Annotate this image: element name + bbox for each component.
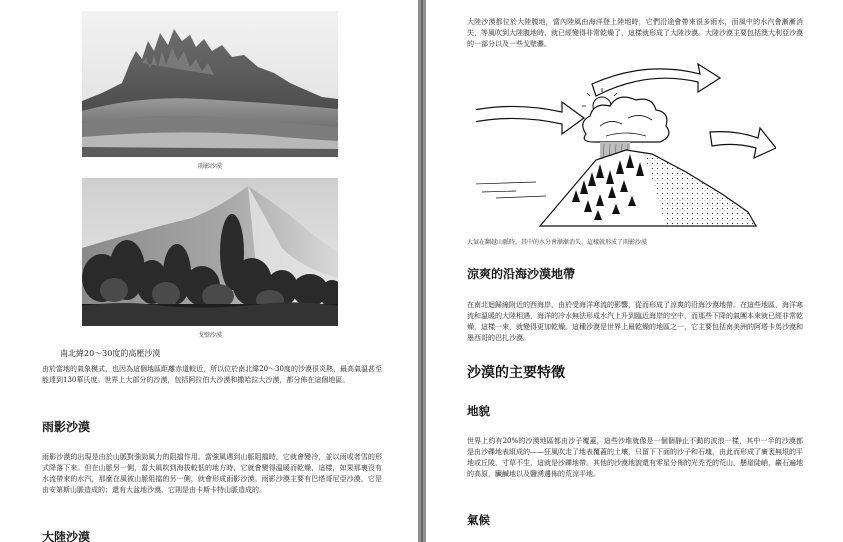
gobi-photo-caption: 戈壁沙漠 <box>197 332 222 339</box>
continental-desert-heading: 大陸沙漠 <box>42 530 91 542</box>
climate-heading: 氣候 <box>467 513 490 527</box>
coastal-desert-paragraph: 在南北迴歸線附近的西海岸，由於受海洋寒流的影響，從而形成了涼爽的沿海沙漠地帶。在這些地區，海洋寒流和溫暖的大陸相遇，海洋的冷水無法形成水汽上升到臨近海岸的空中，而那些下降的氣團本來就已經非常乾燥，這樣一來，就變得更加乾燥。這種沙漠是世界上最乾燥的地區之一，它主要包括南美洲的阿塔卡馬沙漠和墨西哥的巴扎沙漠。 <box>467 301 803 342</box>
book-gutter <box>418 0 426 542</box>
landform-heading: 地貌 <box>467 404 490 418</box>
coastal-desert-heading: 涼爽的沿海沙漠地帶 <box>467 267 576 281</box>
diagram-caption: 大氣在翻越山脈時，其中的水分會漸漸消失，這樣就形成了雨影沙漠 <box>467 239 648 246</box>
continental-desert-paragraph: 大陸沙漠都位於大陸腹地，當內陸風由海洋登上陸地時，它們沿途會帶來很多雨水，而風中的水汽會漸漸消失，等風吹到大陸腹地時，就已經變得非常乾燥了，這樣就形成了大陸沙漠。大陸沙漠主要包括澳大利亞沙漠的一部分以及一些戈壁灘。 <box>467 18 803 48</box>
landform-paragraph: 世界上約有20%的沙漠地區都由沙子覆蓋，這些沙堆就像是一個個靜止不動的波浪一樣，其中一半的沙漠都是由沙礫地表組成的——狂風吹走了地表覆蓋的土壤，只留下下面的沙子和石塊，由此而形成了廣袤無垠的平地或丘陵，寸草不生，這就是沙礫地帶。其他的沙漠地貌還有零星分佈的光禿禿的荒山，懸崖陡峭，巖石遍地的高原，臟鹹地以及鹽湧邊佈的荒涼平地。 <box>467 437 803 478</box>
rain-shadow-paragraph: 雨影沙漠的出現是由於山脈對強勁風力的阻擋作用。當強風遇到山脈阻擋時，它就會變冷，並以雨或者雪的形式降落下來。但在山脈另一側，當大風吹到海拔較低的地方時，它就會變得溫暖而乾燥，這樣，如果那裏沒有水流帶來的水汽，那麼在風被山脈阻擋的另一側，就會形成雨影沙漠。雨影沙漠主要有巴塔哥尼亞沙漠，它是由安第斯山脈造成的；還有大盆地沙漠，它則是由卡斯卡特山脈造成的。 <box>42 453 382 494</box>
left-page <box>0 0 418 542</box>
high-pressure-subheading: 南北緯20～30度的高壓沙漠 <box>60 349 161 358</box>
high-pressure-paragraph: 由於當地的氣象模式，也因為這個地區距離赤道較近，所以位於南北緯20～30度的沙漠很炎熱，最高氣溫甚至能達到130華氏度。世界上大部分的沙漠，包括阿拉伯大沙漠和撒哈拉大沙漠，都分佈在這個地區。 <box>42 365 382 384</box>
rain-shadow-heading: 雨影沙漠 <box>42 420 91 434</box>
desert-features-heading: 沙漠的主要特徵 <box>467 365 565 381</box>
rain-shadow-photo-caption: 雨影沙漠 <box>197 163 222 170</box>
gobi-desert-photo <box>82 178 338 326</box>
rain-shadow-diagram <box>476 62 776 232</box>
right-page <box>426 0 843 542</box>
rain-shadow-desert-photo <box>82 11 338 157</box>
